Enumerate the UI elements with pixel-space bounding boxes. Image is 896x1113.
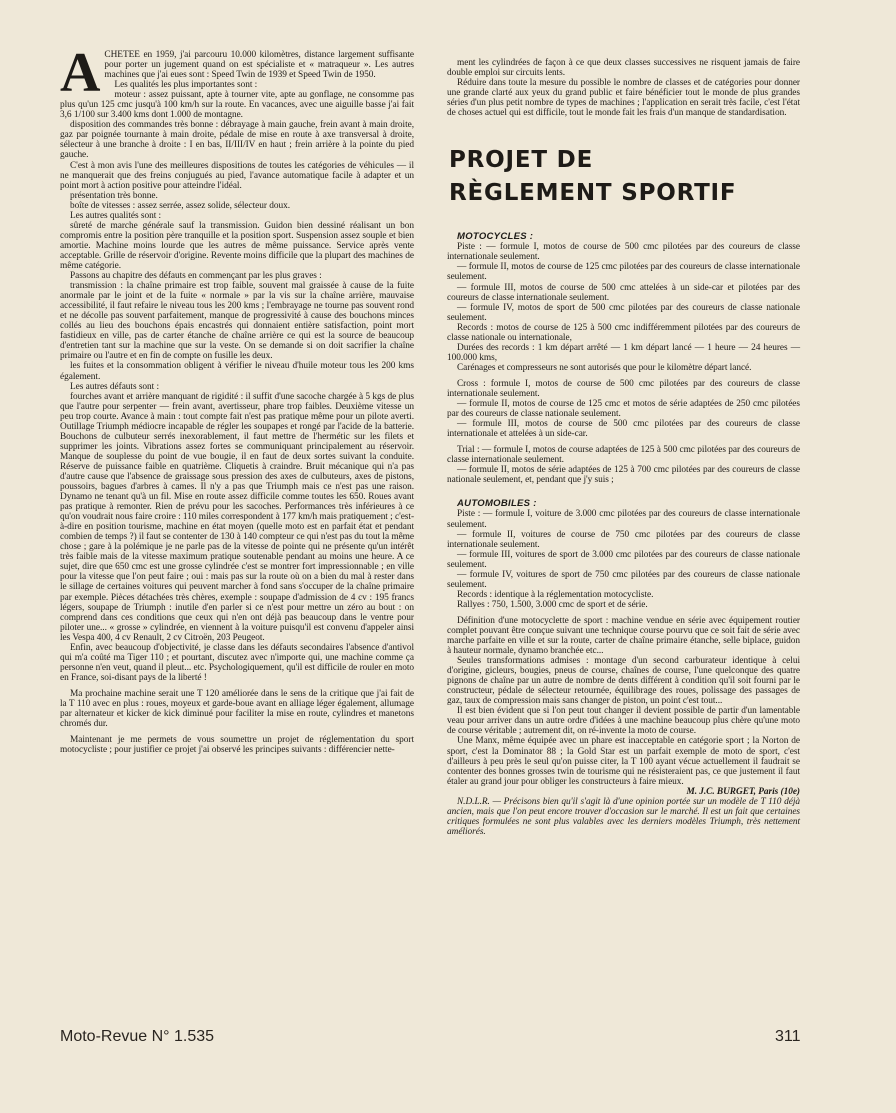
automobiles-heading: AUTOMOBILES :: [457, 498, 537, 510]
left-paras-paragraph: Enfin, avec beaucoup d'objectivité, je classe dans les défauts secondaires l'absence d'antivol qui m'a coûté ma Tiger 110 ; et pourtant, discutez avec n'importe qui, une machine comme ça personne n'en veut, quand il pleut... etc. Psychologiquement, qu'il est difficile de rouler en moto en France, soi-disant pays de la liberté !: [60, 642, 414, 683]
right-intro: [447, 58, 800, 118]
left-paras-paragraph: Les qualités les plus importantes sont :: [114, 80, 258, 91]
left-paras-paragraph: Passons au chapitre des défauts en commençant par les plus graves :: [70, 271, 322, 282]
moto-list-paragraph: Piste : — formule I, motos de course de 500 cmc pilotées par des coureurs de classe internationale seulement.: [447, 242, 800, 263]
moto-list-paragraph: — formule III, motos de course de 500 cmc attelées à un side-car et pilotées par des coureurs de classe internationale seulement.: [447, 282, 800, 303]
author-signature: M. J.C. BURGET, Paris (10e): [686, 786, 800, 797]
left-paras-paragraph: Les autres défauts sont :: [70, 381, 160, 392]
left-paragraphs: [60, 42, 414, 756]
right-intro-paragraph: Réduire dans toute la mesure du possible le nombre de classes et de catégories pour donner une grande clarté aux yeux du grand public et faire bénéficier tout le monde de plus grandes séries d'un plus petit nombre de types de machines ; l'application en serait très facile, c'est l'état de choses actuel qui est difficile, tout le monde fait les frais d'un manque de standardisation.: [447, 78, 800, 119]
moto-list-paragraph: Trial : — formule I, motos de course adaptées de 125 à 500 cmc pilotées par des coureurs de classe internationale seulement.: [447, 445, 800, 466]
left-paras-paragraph: les fuites et la consommation obligent à vérifier le niveau d'huile moteur tous les 200 kms également.: [60, 361, 414, 382]
moto-list-paragraph: — formule IV, motos de sport de 500 cmc pilotées par des coureurs de classe nationale seulement.: [447, 302, 800, 323]
left-paras-paragraph: transmission : la chaîne primaire est trop faible, souvent mal graissée à cause de la fuite anormale par le joint et de la fuite « normale » par la vis sur la chaîne arrière, mauvaise accessibilité, il faut refaire le niveau tous les 200 kms ; l'embrayage ne tourne pas souvent rond et ne décolle pas souvent parfaitement, manque de progressivité à cause des bouchons minces collés au lieu des bouchons épais encastrés qui donnaient entière satisfaction, point mort fastidieux en ville, pas de carter étanche de chaîne arrière ce qui est la source de beaucoup d'entretien tant sur la machine que sur la veste. On se demande si on doit sacrifier la chaîne primaire ou l'autre et en fin de compte on fusille les deux.: [60, 281, 414, 362]
auto-list-paragraph: Une Manx, même équipée avec un phare est inacceptable en catégorie sport ; la Norton de sport, c'est la Dominator 88 ; la Gold Star est un parfait exemple de moto de sport, c'est d'ailleurs à peu près le seul qu'on puisse citer, la T 100 ayant vécue actuellement il faudrait se contenter des bonnes grosses twin de tourisme qui ne résisteraient pas, ce que justement il faut étaler au grand jour pour obliger les constructeurs à faire mieux.: [447, 736, 800, 787]
moto-list-paragraph: Carénages et compresseurs ne sont autorisés que pour le kilomètre départ lancé.: [457, 362, 752, 373]
auto-list-paragraph: Définition d'une motocyclette de sport : machine vendue en série avec équipement routier complet pouvant être conçue suivant une technique course pourvu que ce soit fait de série avec marche parfaite en ville et sur la route, carter de chaîne primaire étanche, selle biplace, guidon à hauteur normale, dynamo branchée etc...: [447, 615, 800, 657]
title-line-2: RÈGLEMENT SPORTIF: [449, 180, 737, 207]
article-title: [449, 144, 800, 210]
auto-list-paragraph: — formule II, voitures de course de 750 cmc pilotées par des coureurs de classe internationale seulement.: [447, 529, 800, 550]
auto-list-paragraph: Rallyes : 750, 1.500, 3.000 cmc de sport et de série.: [457, 599, 648, 610]
auto-list-paragraph: Piste : — formule I, voiture de 3.000 cmc pilotées par des coureurs de classe internationale seulement.: [447, 509, 800, 530]
left-paras-paragraph: moteur : assez puissant, apte à tourner vite, apte au gonflage, ne consomme pas plus qu'un 125 cmc jusqu'à 100 km/h sur la route. En vacances, avec une aiguille basse j'ai fait 3,6 1/100 sur 3.400 kms dont 1.000 de montagne.: [60, 90, 414, 121]
moto-list-paragraph: Records : motos de course de 125 à 500 cmc indifféremment pilotées par des coureurs de classe nationale ou internationale,: [447, 322, 800, 343]
auto-list-paragraph: — formule III, voitures de sport de 3.000 cmc pilotées par des coureurs de classe nationale seulement.: [447, 549, 800, 570]
auto-list-paragraph: Records : identique à la réglementation motocycliste.: [457, 589, 654, 600]
left-paras-paragraph: Maintenant je me permets de vous soumettre un projet de réglementation du sport motocycliste ; pour justifier ce projet j'ai observé les principes suivants : différencier nette-: [60, 735, 414, 756]
left-paras-paragraph: CHETEE en 1959, j'ai parcouru 10.000 kilomètres, distance largement suffisante pour porter un jugement quand on est spécialiste et « matraqueur ». Les autres machines que j'ai eues sont : Speed Twin de 1939 et Speed Twin de 1950.: [104, 50, 414, 81]
auto-list-paragraph: Seules transformations admises : montage d'un second carburateur identique à celui d'origine, gicleurs, bougies, pneus de course, chaînes de course, l'une quelconque des quatre pignons de chaîne par un autre de nombre de dents différent à condition qu'il soit fourni par le constructeur, pédale de sélecteur retournée, équilibrage des roues, polissage des passages de gaz, taux de compression mais sans changer de piston, un point c'est tout...: [447, 656, 800, 707]
footer-publication: Moto-Revue N° 1.535: [60, 1028, 215, 1045]
motocycles-rules: [447, 242, 800, 485]
moto-list-paragraph: Cross : formule I, motos de course de 500 cmc pilotées par des coureurs de classe internationale seulement.: [447, 378, 800, 399]
moto-list-paragraph: — formule III, motos de course de 500 cmc pilotées par des coureurs de classe internationale et attelées à un side-car.: [447, 419, 800, 440]
editor-note: N.D.L.R. — Précisons bien qu'il s'agit là d'une opinion portée sur un modèle de T 110 déjà ancien, mais que l'on peut encore trouver d'occasion sur le marché. Il est un fait que certaines critiques formulées ne sont plus valables avec les derniers modèles Triumph, très nettement améliorés.: [447, 796, 800, 837]
left-paras-paragraph: disposition des commandes très bonne : débrayage à main gauche, frein avant à main droite, gaz par poignée tournante à main droite, pédale de mise en route à axe transversal à droite, sélecteur à une branche à droite : I en bas, II/III/IV en haut ; frein arrière à la pointe du pied gauche.: [60, 120, 414, 161]
right-intro-paragraph: ment les cylindrées de façon à ce que deux classes successives ne risquent jamais de faire double emploi sur circuits lents.: [447, 58, 800, 79]
motocycles-heading: MOTOCYCLES :: [457, 231, 534, 243]
auto-list-paragraph: — formule IV, voitures de sport de 750 cmc pilotées par des coureurs de classe nationale seulement.: [447, 569, 800, 590]
moto-list-paragraph: — formule II, motos de course de 125 cmc et motos de série adaptées de 250 cmc pilotées par des coureurs de classe nationale seulement.: [447, 399, 800, 420]
left-paras-paragraph: sûreté de marche générale sauf la transmission. Guidon bien dessiné réalisant un bon compromis entre la position père tranquille et la position sport. Suspension assez souple et bien amortie. Machine moins lourde que les autres de même puissance. Service après vente acceptable. Grille de réservoir d'origine. Revente moins difficile que la plupart des machines de même catégorie.: [60, 220, 414, 271]
moto-list-paragraph: — formule II, motos de série adaptées de 125 à 700 cmc pilotées par des coureurs de classe nationale seulement, et, pendant que j'y suis ;: [447, 465, 800, 486]
left-paras-paragraph: C'est à mon avis l'une des meilleures dispositions de toutes les catégories de véhicules — il ne manquerait que des freins conjugués au pied, l'avance automatique facile à adapter et un point mort à action positive pour atteindre l'idéal.: [60, 160, 414, 191]
drop-cap: A: [60, 42, 101, 104]
left-paras-paragraph: Ma prochaine machine serait une T 120 améliorée dans le sens de la critique que j'ai fait de la T 110 avec en plus : roues, moyeux et garde-boue avant en alliage léger également, allumage par alternateur et kicker de kick diminué pour faciliter la mise en route, cylindres et manetons chromés dur.: [60, 688, 414, 730]
left-paras-paragraph: présentation très bonne.: [70, 190, 158, 201]
right-column: [447, 58, 800, 837]
left-column: [60, 42, 414, 756]
auto-list-paragraph: Il est bien évident que si l'on peut tout changer il devient possible de partir d'un lamentable veau pour arriver dans un autre ordre d'idées à une machine beaucoup plus chère qu'une moto de course véritable ; autrement dit, on ré-invente la moto de course.: [447, 706, 800, 737]
left-paras-paragraph: fourches avant et arrière manquant de rigidité : il suffit d'une sacoche chargée à 5 kgs de plus que l'autre pour serpenter — frein avant, avertisseur, phare trop faibles. Deuxième vitesse un peu trop courte. Avance à main : tout compte fait n'est pas pratique même pour un pilote averti. Outillage Triumph médiocre incapable de régler les soupapes et rongé par l'acide de la batterie. Bouchons de culbuteur serrés inexorablement, il faut mettre de l'hermétic sur les filets et supprimer les joints. Vibrations assez fortes se communiquant principalement au réservoir. Manque de souplesse du point de vue bougie, il en faut de deux sortes suivant la conduite. Réserve de puissance faible en quatrième. Cliquetis à craindre. Bruit mécanique qui n'a pas d'autre cause que l'absence de graissage sous pression des axes de culbuteurs, axes de pistons, poussoirs, bagues d'arbres à cames. Il n'y a pas que Triumph mais ce n'est pas une raison. Dynamo ne tenant qu'à un fil. Mise en route assez difficile comme toutes les 650. Roues avant pas pratique à remonter. Rien de prévu pour les sacoches. Performances très inférieures à ce qu'on voudrait nous faire croire : 110 miles correspondent à 177 km/h mais pratiquement ; c'est-à-dire en position tourisme, machine en état moyen (quelle moto est en parfait état et pendant combien de temps ?) il faut se contenter de 130 à 140 compteur ce qui n'est pas du tout la même chose ; gare à la polémique je ne parle pas de la vitesse de pointe qui ne présente qu'un intérêt très faible mais de la vitesse maximum pratique soutenable pendant au moins une heure. A ce sujet, dire que 650 cmc est une grosse cylindrée c'est se montrer fort impressionnable ; en ville pour la vitesse que l'on peut faire ; oui : mais pas sur la route où on a bien du mal à rester dans le sillage de certaines voitures qui peuvent marcher à fond sans s'occuper de la chaîne primaire par exemple. Pièces détachées très chères, exemple : soupape d'admission de 4 cv : 195 francs légers, soupape de Triumph : inutile d'en parler si ce n'est pour mettre un zéro au bout : on comprend dans ces conditions que ceux qui n'en ont déjà pas beaucoup dans le ventre pour piloter une... « grosse » cylindrée, en viennent à la voiture puisqu'il est convenu d'appeler ainsi les Vespa 400, 4 cv Renault, 2 cv Citroën, 203 Peugeot.: [60, 391, 414, 643]
title-line-1: PROJET DE: [449, 147, 594, 174]
left-paras-paragraph: boîte de vitesses : assez serrée, assez solide, sélecteur doux.: [70, 200, 290, 211]
left-paras-paragraph: Les autres qualités sont :: [70, 210, 162, 221]
moto-list-paragraph: Durées des records : 1 km départ arrêté — 1 km départ lancé — 1 heure — 24 heures — 100.000 kms,: [447, 342, 800, 363]
footer-page-number: 311: [775, 1028, 801, 1045]
automobiles-rules: [447, 509, 800, 786]
moto-list-paragraph: — formule II, motos de course de 125 cmc pilotées par des coureurs de classe internationale seulement.: [447, 262, 800, 283]
